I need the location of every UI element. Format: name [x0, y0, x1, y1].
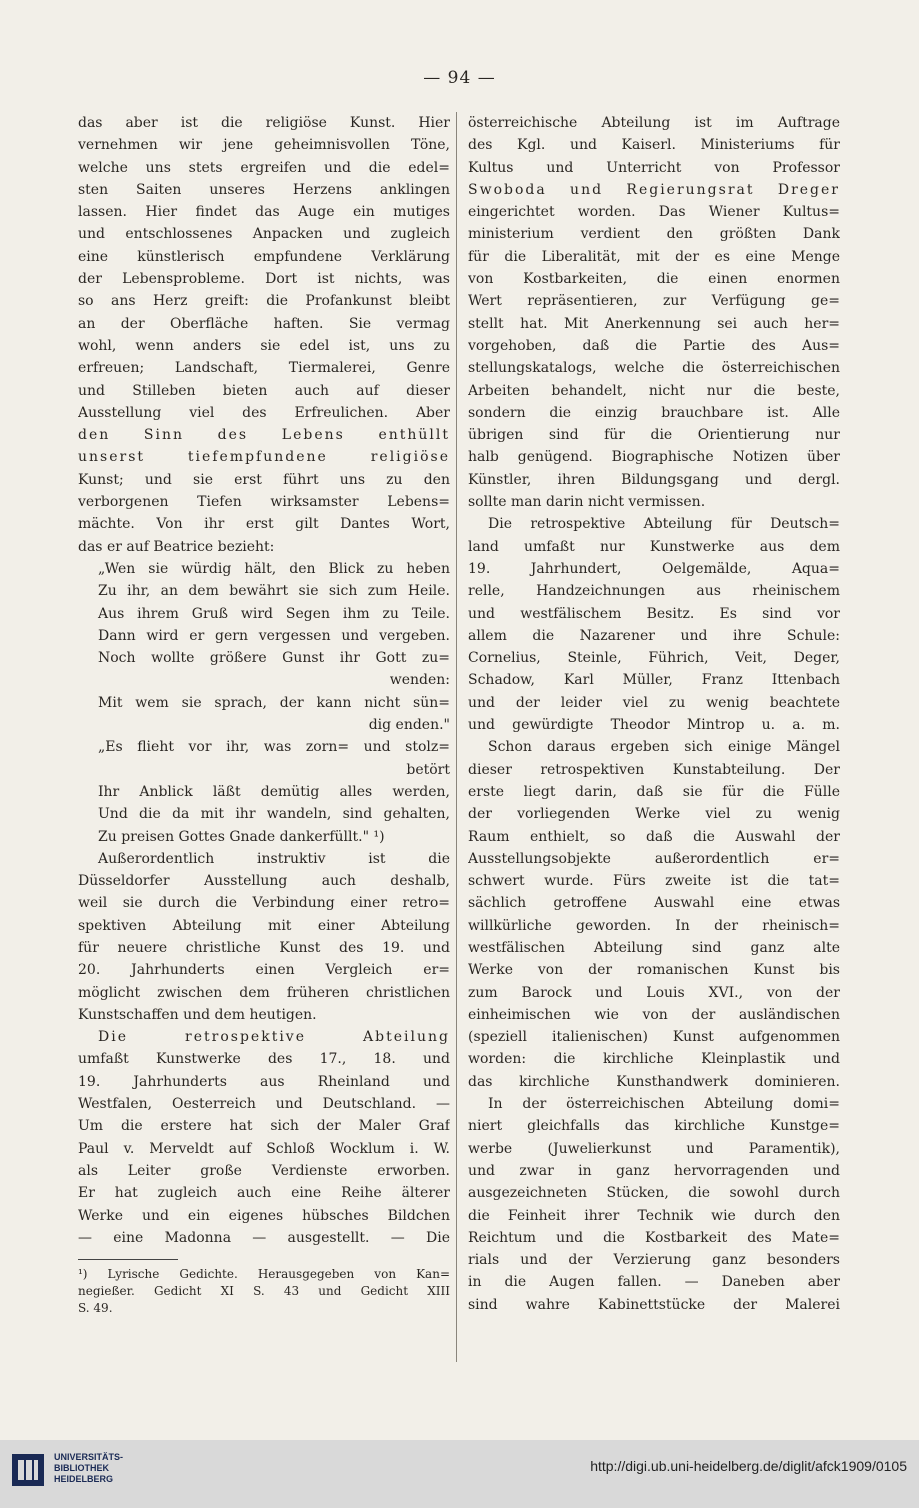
text-line: Wert repräsentieren, zur Verfügung ge=	[468, 293, 840, 310]
text-line: vorgehoben, daß die Partie des Aus=	[468, 337, 840, 354]
text-line: Die retrospektive Abteilung	[98, 1029, 450, 1046]
footnote-line: negießer. Gedicht XI S. 43 und Gedicht XIII	[78, 1284, 450, 1299]
footnote-line: S. 49.	[78, 1301, 113, 1316]
text-line: Dann wird er gern vergessen und vergeben.	[98, 627, 450, 644]
text-line: Aus ihrem Gruß wird Segen ihm zu Teile.	[98, 605, 450, 622]
text-line: 20. Jahrhunderts einen Vergleich er=	[78, 962, 450, 979]
text-line: ministerium verdient den größten Dank	[468, 226, 840, 243]
text-line: Zu ihr, an dem bewährt sie sich zum Heile.	[98, 583, 450, 600]
text-line: sten Saiten unseres Herzens anklingen	[78, 181, 450, 198]
text-line: umfaßt Kunstwerke des 17., 18. und	[78, 1051, 450, 1068]
text-line: erste liegt darin, daß sie für die Fülle	[468, 783, 840, 800]
text-line: welche uns stets ergreifen und die edel=	[78, 159, 450, 176]
text-line: und der leider viel zu wenig beachtete	[468, 694, 840, 711]
text-line: Außerordentlich instruktiv ist die	[98, 850, 450, 867]
text-line: der vorliegenden Werke viel zu wenig	[468, 806, 840, 823]
text-line: einheimischen wie von der ausländischen	[468, 1006, 840, 1023]
library-name	[54, 1452, 123, 1485]
source-url[interactable]: http://digi.ub.uni-heidelberg.de/diglit/afck1909/0105	[590, 1458, 907, 1474]
text-line: vernehmen wir jene geheimnisvollen Töne,	[78, 137, 450, 154]
text-line: Ausstellungsobjekte außerordentlich er=	[468, 850, 840, 867]
text-line: Zu preisen Gottes Gnade dankerfüllt." ¹)	[98, 828, 385, 845]
footnote-line: ¹) Lyrische Gedichte. Herausgegeben von Kan=	[78, 1267, 450, 1282]
footer-bar	[0, 1440, 919, 1508]
text-line: Kunst; und sie erst führt uns zu den	[78, 471, 450, 488]
text-line: Kunstschaffen und dem heutigen.	[78, 1006, 317, 1023]
text-line: Noch wollte größere Gunst ihr Gott zu=	[98, 650, 450, 667]
text-line: halb genügend. Biographische Notizen über	[468, 449, 840, 466]
text-line: Künstler, ihren Bildungsgang und dergl.	[468, 471, 840, 488]
logo-line-3: HEIDELBERG	[54, 1474, 114, 1484]
library-logo[interactable]	[10, 1452, 170, 1502]
text-line: Westfalen, Oesterreich und Deutschland. —	[78, 1096, 450, 1113]
text-line: — eine Madonna — ausgestellt. — Die	[78, 1229, 450, 1246]
text-line: und zwar in ganz hervorragenden und	[468, 1162, 840, 1179]
text-line: von Kostbarkeiten, die einen enormen	[468, 271, 840, 288]
library-emblem-icon	[10, 1452, 46, 1488]
text-line: Schon daraus ergeben sich einige Mängel	[488, 739, 840, 756]
text-line: an der Oberfläche haften. Sie vermag	[78, 315, 450, 332]
text-line: für neuere christliche Kunst des 19. und	[78, 939, 450, 956]
text-line: allem die Nazarener und ihre Schule:	[468, 627, 840, 644]
logo-line-2: BIBLIOTHEK	[54, 1463, 109, 1473]
text-line: und entschlossenes Anpacken und zugleich	[78, 226, 450, 243]
text-line: Arbeiten behandelt, nicht nur die beste,	[468, 382, 840, 399]
text-line: dieser retrospektiven Kunstabteilung. Der	[468, 761, 840, 778]
text-line: den Sinn des Lebens enthüllt	[78, 427, 450, 444]
text-line: das kirchliche Kunsthandwerk dominieren.	[468, 1073, 840, 1090]
text-line: Swoboda und Regierungsrat Dreger	[468, 181, 840, 198]
text-line: übrigen sind für die Orientierung nur	[468, 427, 840, 444]
text-line: westfälischen Abteilung sind ganz alte	[468, 939, 840, 956]
text-line: österreichische Abteilung ist im Auftrage	[468, 115, 840, 131]
text-line: so ans Herz greift: die Profankunst bleibt	[78, 293, 450, 310]
text-line: dig enden."	[368, 717, 450, 734]
text-line: wohl, wenn anders sie edel ist, uns zu	[78, 337, 450, 354]
text-line: für die Liberalität, mit der es eine Menge	[468, 248, 840, 265]
text-line: Werke und ein eigenes hübsches Bildchen	[78, 1207, 450, 1224]
text-line: relle, Handzeichnungen aus rheinischem	[468, 583, 840, 600]
text-line: weil sie durch die Verbindung einer retro=	[78, 895, 450, 912]
text-line: rials und der Verzierung ganz besonders	[468, 1252, 840, 1269]
text-line: spektiven Abteilung mit einer Abteilung	[78, 917, 450, 934]
footnote-rule	[78, 1259, 178, 1260]
page-number: — 94 —	[423, 68, 496, 88]
text-line: als Leiter große Verdienste erworben.	[78, 1162, 450, 1179]
text-line: „Es flieht vor ihr, was zorn= und stolz=	[98, 739, 450, 756]
text-line: und westfälischem Besitz. Es sind vor	[468, 605, 840, 622]
text-line: Die retrospektive Abteilung für Deutsch=	[488, 516, 840, 533]
text-line: Um die erstere hat sich der Maler Graf	[78, 1118, 450, 1135]
text-line: 19. Jahrhundert, Oelgemälde, Aqua=	[468, 560, 840, 577]
text-line: sondern die einzig brauchbare ist. Alle	[468, 404, 840, 421]
text-line: die Feinheit ihrer Technik wie durch den	[468, 1207, 840, 1224]
text-line: Und die da mit ihr wandeln, sind gehalten,	[98, 806, 450, 823]
right-column	[468, 112, 840, 1316]
text-line: ausgezeichneten Stücken, die sowohl durch	[468, 1185, 840, 1202]
text-line: zum Barock und Louis XVI., von der	[468, 984, 840, 1001]
text-line: stellt hat. Mit Anerkennung sei auch her=	[468, 315, 840, 332]
text-line: wenden:	[389, 672, 450, 689]
text-line: unserst tiefempfundene religiöse	[78, 449, 450, 466]
left-column	[78, 112, 450, 1317]
text-line: Mit wem sie sprach, der kann nicht sün=	[98, 694, 450, 711]
text-line: Werke von der romanischen Kunst bis	[468, 962, 840, 979]
text-line: mächte. Von ihr erst gilt Dantes Wort,	[78, 516, 450, 533]
text-line: Cornelius, Steinle, Führich, Veit, Deger,	[468, 650, 840, 667]
text-line: werbe (Juwelierkunst und Paramentik),	[468, 1140, 840, 1157]
text-line: möglicht zwischen dem früheren christlichen	[78, 984, 450, 1001]
text-line: sächlich getroffene Auswahl eine etwas	[468, 895, 840, 912]
column-divider	[456, 112, 457, 1362]
text-line: (speziell italienischen) Kunst aufgenommen	[468, 1029, 840, 1046]
text-line: Raum enthielt, so daß die Auswahl der	[468, 828, 840, 845]
text-line: sind wahre Kabinettstücke der Malerei	[468, 1296, 840, 1313]
text-line: Schadow, Karl Müller, Franz Ittenbach	[468, 672, 840, 689]
text-line: land umfaßt nur Kunstwerke aus dem	[468, 538, 840, 555]
text-line: und gewürdigte Theodor Mintrop u. a. m.	[468, 717, 840, 734]
text-line: Ausstellung viel des Erfreulichen. Aber	[78, 404, 450, 421]
text-line: der Lebensprobleme. Dort ist nichts, was	[78, 271, 450, 288]
text-line: 19. Jahrhunderts aus Rheinland und	[78, 1073, 450, 1090]
text-line: das er auf Beatrice bezieht:	[78, 538, 275, 555]
text-line: Er hat zugleich auch eine Reihe älterer	[78, 1185, 450, 1202]
text-line: des Kgl. und Kaiserl. Ministeriums für	[468, 137, 840, 154]
text-line: niert gleichfalls das kirchliche Kunstge=	[468, 1118, 840, 1135]
text-line: Paul v. Merveldt auf Schloß Wocklum i. W.	[78, 1140, 450, 1157]
text-line: Kultus und Unterricht von Professor	[468, 159, 840, 176]
text-line: „Wen sie würdig hält, den Blick zu heben	[98, 560, 450, 577]
logo-line-1: UNIVERSITÄTS-	[54, 1452, 124, 1462]
text-line: In der österreichischen Abteilung domi=	[488, 1096, 840, 1113]
text-line: Ihr Anblick läßt demütig alles werden,	[98, 783, 450, 800]
text-line: eingerichtet worden. Das Wiener Kultus=	[468, 204, 840, 221]
text-line: verborgenen Tiefen wirksamster Lebens=	[78, 494, 450, 511]
text-line: das aber ist die religiöse Kunst. Hier	[78, 115, 450, 131]
text-line: lassen. Hier findet das Auge ein mutiges	[78, 204, 450, 221]
text-line: stellungskatalogs, welche die österreichischen	[468, 360, 840, 377]
text-line: worden: die kirchliche Kleinplastik und	[468, 1051, 840, 1068]
text-line: erfreuen; Landschaft, Tiermalerei, Genre	[78, 360, 450, 377]
text-line: sollte man darin nicht vermissen.	[468, 494, 706, 511]
text-line: betört	[406, 761, 450, 778]
text-line: und Stilleben bieten auch auf dieser	[78, 382, 450, 399]
text-line: schwert wurde. Fürs zweite ist die tat=	[468, 873, 840, 890]
text-line: in die Augen fallen. — Daneben aber	[468, 1274, 840, 1291]
text-line: Düsseldorfer Ausstellung auch deshalb,	[78, 873, 450, 890]
text-line: Reichtum und die Kostbarkeit des Mate=	[468, 1229, 840, 1246]
text-line: eine künstlerisch empfundene Verklärung	[78, 248, 450, 265]
text-line: willkürliche geworden. In der rheinisch=	[468, 917, 840, 934]
